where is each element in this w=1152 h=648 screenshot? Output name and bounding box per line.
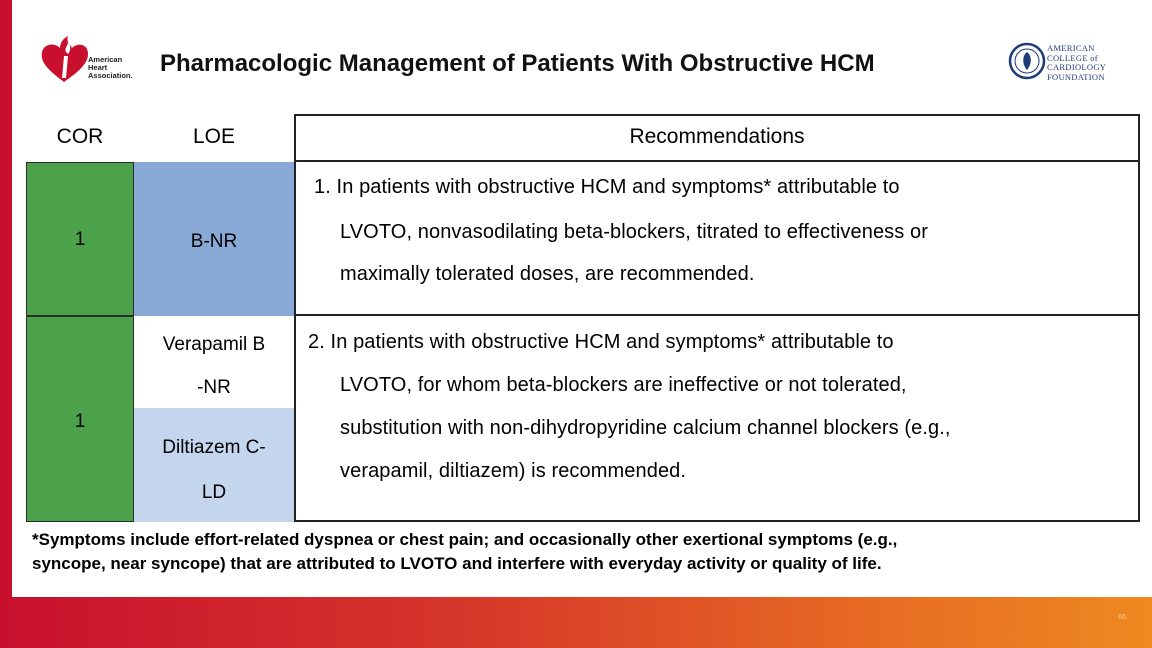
- footnote: [32, 528, 1092, 576]
- bottom-gradient-band: [0, 597, 1152, 648]
- page-number: 66: [1118, 614, 1126, 621]
- row2-loe-line-2: -NR: [197, 377, 231, 398]
- row2-loe-line-1: Verapamil B: [162, 334, 266, 355]
- row2-cor-value: 1: [74, 411, 86, 432]
- footnote-line-1: *Symptoms include effort-related dyspnea or chest pain; and occasionally other exertional symptoms (e.g.,: [32, 530, 898, 549]
- aha-logo-text: American Heart Association.: [88, 55, 133, 80]
- row1-rec-line-1: 1. In patients with obstructive HCM and symptoms* attributable to: [314, 176, 900, 198]
- row2-rec-line-3: substitution with non-dihydropyridine calcium channel blockers (e.g.,: [340, 417, 951, 439]
- row1-loe-value: B-NR: [190, 231, 238, 252]
- footnote-line-2: syncope, near syncope) that are attributed to LVOTO and interfere with everyday activity or quality of life.: [32, 554, 882, 573]
- slide-title: Pharmacologic Management of Patients With Obstructive HCM: [160, 50, 875, 77]
- left-accent-bar: [0, 0, 12, 648]
- row1-rec-line-2: LVOTO, nonvasodilating beta-blockers, titrated to effectiveness or: [340, 221, 929, 243]
- row2-loe-diltiazem-cell: [134, 408, 294, 522]
- row1-rec-line-3: maximally tolerated doses, are recommended.: [340, 263, 755, 285]
- header-cor: COR: [56, 125, 104, 148]
- row2-loe-line-4: LD: [201, 482, 227, 503]
- acc-logo-text: AMERICAN COLLEGE of CARDIOLOGY FOUNDATION: [1047, 43, 1107, 82]
- row1-cor-value: 1: [74, 229, 86, 250]
- row2-rec-line-2: LVOTO, for whom beta-blockers are ineffective or not tolerated,: [340, 374, 907, 396]
- seal-icon: [1008, 42, 1046, 80]
- header-recommendations: Recommendations: [629, 125, 805, 148]
- row2-rec-line-1: 2. In patients with obstructive HCM and symptoms* attributable to: [308, 331, 894, 353]
- header-loe: LOE: [192, 125, 236, 148]
- row2-rec-line-4: verapamil, diltiazem) is recommended.: [340, 460, 687, 482]
- row2-loe-line-3: Diltiazem C-: [162, 437, 266, 458]
